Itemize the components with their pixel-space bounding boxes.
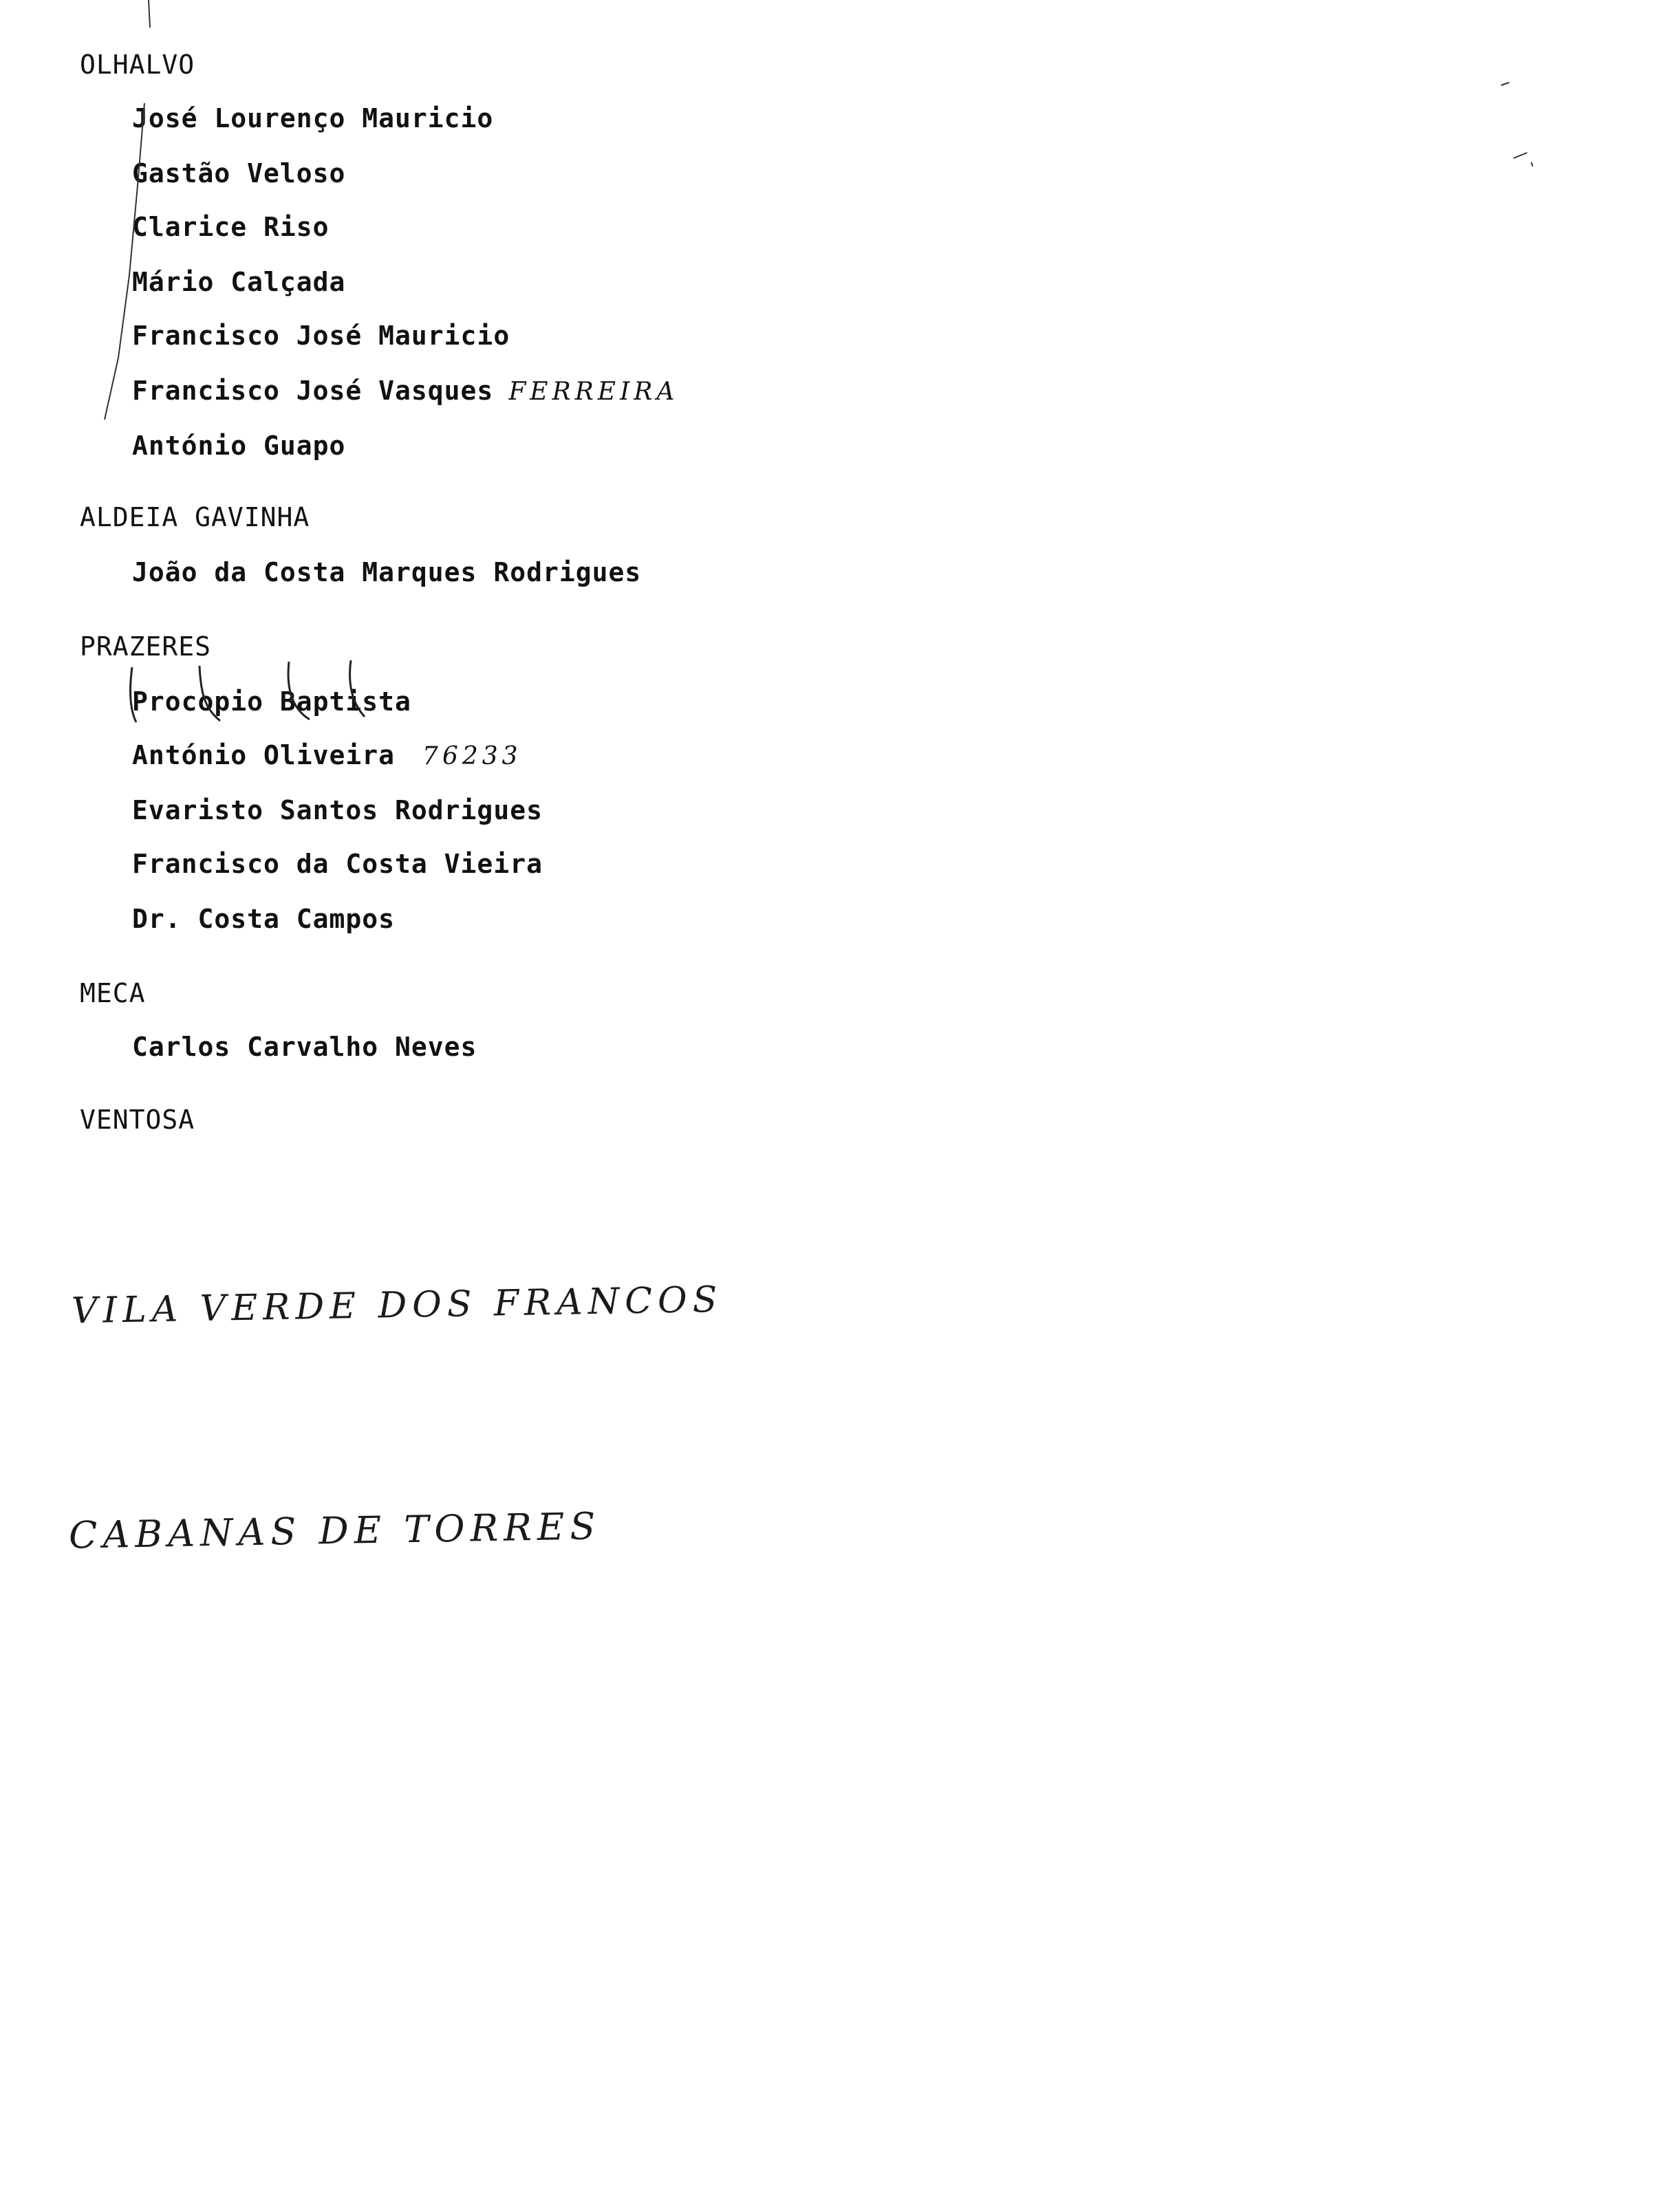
margin-pen-stroke — [124, 653, 440, 729]
list-item: João da Costa Marques Rodrigues — [132, 557, 642, 587]
handwritten-entry: VILA VERDE DOS FRANCOS — [71, 1279, 723, 1332]
list-item: António Guapo — [132, 431, 346, 461]
handwritten-entry: CABANAS DE TORRES — [68, 1504, 601, 1557]
margin-pen-stroke — [41, 0, 179, 440]
name-text: Francisco José Vasques — [132, 376, 494, 406]
list-item: Mário Calçada — [132, 267, 346, 297]
list-item: Carlos Carvalho Neves — [132, 1032, 477, 1062]
list-item: Clarice Riso — [132, 212, 330, 242]
margin-pen-stroke — [1493, 76, 1548, 179]
list-item: Dr. Costa Campos — [132, 904, 396, 934]
handwritten-annotation: FERREIRA — [508, 378, 679, 406]
list-item: Procopio Baptista — [132, 686, 411, 717]
list-item: Francisco José Mauricio — [132, 321, 510, 351]
list-item: Evaristo Santos Rodrigues — [132, 795, 543, 825]
handwritten-annotation: 76233 — [422, 742, 522, 770]
list-item: Francisco da Costa Vieira — [132, 849, 543, 879]
section-heading-meca: MECA — [80, 978, 146, 1008]
list-item: Gastão Veloso — [132, 158, 346, 188]
name-text: António Oliveira — [132, 740, 396, 770]
section-heading-olhalvo: OLHALVO — [80, 50, 195, 80]
list-item-with-annotation — [132, 376, 678, 406]
list-item-with-annotation — [132, 740, 522, 770]
section-heading-ventosa: VENTOSA — [80, 1105, 195, 1135]
list-item: José Lourenço Mauricio — [132, 103, 494, 133]
section-heading-aldeia-gavinha: ALDEIA GAVINHA — [80, 502, 310, 532]
section-heading-prazeres: PRAZERES — [80, 631, 212, 662]
